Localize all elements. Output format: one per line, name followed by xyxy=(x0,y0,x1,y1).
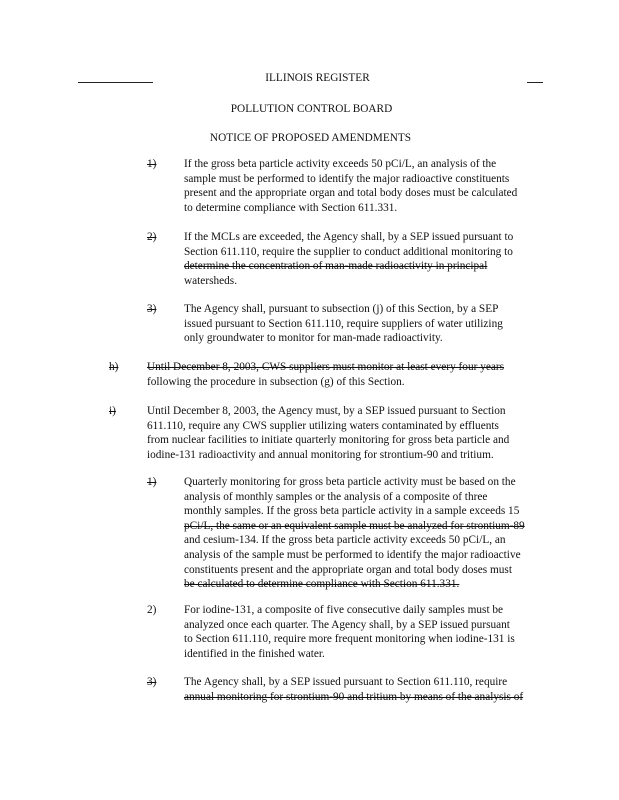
item-text xyxy=(147,360,504,389)
text-line: The Agency shall, by a SEP issued pursuant to Section 611.110, require xyxy=(184,676,508,688)
text-line: to Section 611.110, require more frequent monitoring when iodine-131 is xyxy=(184,633,515,646)
text-line: Section 611.110, require the supplier to conduct additional monitoring to xyxy=(184,245,513,258)
text-line: to determine compliance with Section 611.331. xyxy=(184,201,398,214)
item-label: 2) xyxy=(147,604,157,616)
item-text xyxy=(147,404,509,462)
text-line: following the procedure in subsection (g) of this Section. xyxy=(147,375,405,388)
notice-title: NOTICE OF PROPOSED AMENDMENTS xyxy=(209,132,412,144)
text-line: and cesium-134. If the gross beta particle activity exceeds 50 pCi/L, an xyxy=(184,534,506,547)
text-line: For iodine-131, a composite of five consecutive daily samples must be xyxy=(184,604,504,616)
item-label: 3) xyxy=(147,676,157,688)
item-text xyxy=(184,230,513,288)
item-text xyxy=(184,675,523,704)
text-line: The Agency shall, pursuant to subsection (j) of this Section, by a SEP xyxy=(184,303,499,315)
text-line: present and the appropriate organ and total body doses must be calculated xyxy=(184,187,518,200)
text-line: be calculated to determine compliance with Section 611.331. xyxy=(184,578,460,591)
board-title: POLLUTION CONTROL BOARD xyxy=(230,103,393,115)
text-line: pCi/L, the same or an equivalent sample must be analyzed for strontium-89 xyxy=(184,519,525,532)
text-line: monthly samples. If the gross beta particle activity in a sample exceeds 15 xyxy=(184,505,520,518)
text-line: constituents present and the appropriate organ and total body doses must xyxy=(184,563,512,576)
text-line: If the MCLs are exceeded, the Agency shall, by a SEP issued pursuant to xyxy=(184,231,514,243)
text-line: Until December 8, 2003, the Agency must, by a SEP issued pursuant to Section xyxy=(147,405,506,417)
text-line: determine the concentration of man-made radioactivity in principal xyxy=(184,260,488,273)
text-line: 611.110, require any CWS supplier utilizing waters contaminated by effluents xyxy=(147,419,499,432)
text-line: analysis of the sample must be performed to identify the major radioactive xyxy=(184,548,521,561)
text-line: iodine-131 radioactivity and annual monitoring for strontium-90 and tritium. xyxy=(147,448,494,461)
item-text xyxy=(184,157,517,215)
register-title: ILLINOIS REGISTER xyxy=(265,72,370,84)
text-line: analyzed once each quarter. The Agency shall, by a SEP issued pursuant xyxy=(184,618,510,631)
item-label: 2) xyxy=(147,231,157,243)
text-line: analysis of monthly samples or the analysis of a composite of three xyxy=(184,490,488,503)
item-text xyxy=(184,603,515,661)
text-line: watersheds. xyxy=(184,274,238,287)
text-line: Until December 8, 2003, CWS suppliers must monitor at least every four years xyxy=(147,361,505,373)
item-label: 3) xyxy=(147,303,157,315)
item-text xyxy=(184,302,503,346)
item-label: h) xyxy=(109,361,119,373)
text-line: issued pursuant to Section 611.110, require suppliers of water utilizing xyxy=(184,317,503,330)
text-line: sample must be performed to identify the major radioactive constituents xyxy=(184,172,510,185)
item-label: 1) xyxy=(147,158,157,170)
item-text xyxy=(184,475,525,592)
text-line: Quarterly monitoring for gross beta particle activity must be based on the xyxy=(184,476,516,488)
item-label: 1) xyxy=(147,476,157,488)
text-line: identified in the finished water. xyxy=(184,647,325,660)
item-label: i) xyxy=(109,405,116,417)
text-line: from nuclear facilities to initiate quarterly monitoring for gross beta particle and xyxy=(147,434,510,447)
text-line: only groundwater to monitor for man-made radioactivity. xyxy=(184,332,443,345)
text-line: annual monitoring for strontium-90 and tritium by means of the analysis of xyxy=(184,690,524,703)
text-line: If the gross beta particle activity exceeds 50 pCi/L, an analysis of the xyxy=(184,158,497,170)
